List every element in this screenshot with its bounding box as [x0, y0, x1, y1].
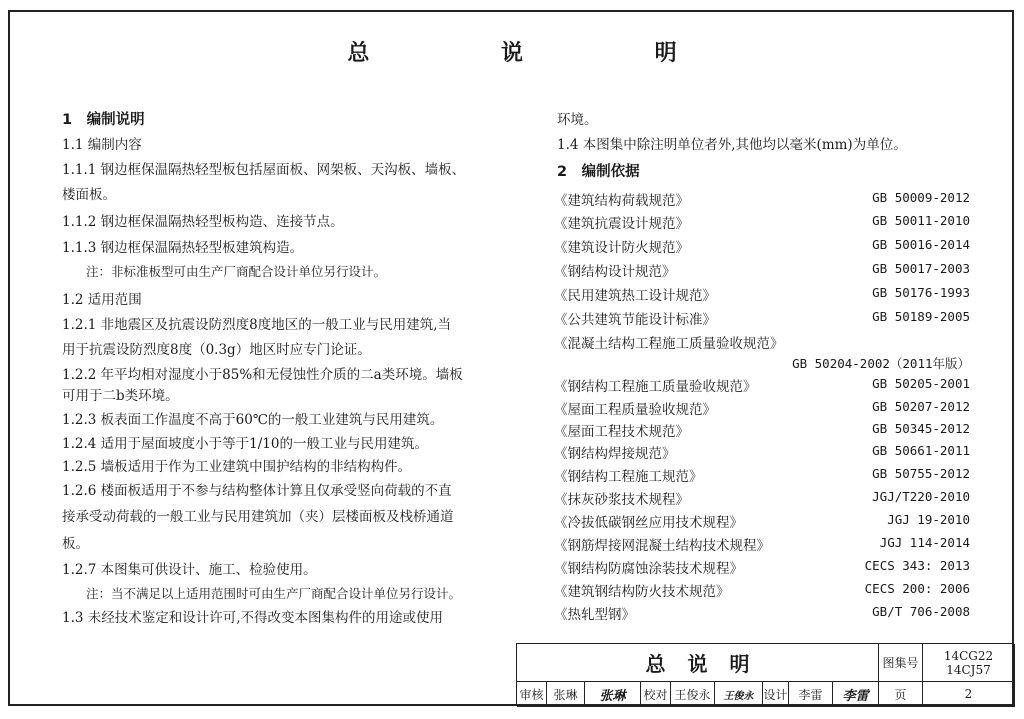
standard-code: GB 50661-2011 — [872, 443, 970, 458]
standard-code: GB 50205-2001 — [872, 376, 970, 391]
section-1-1-1-cont: 楼面板。 — [62, 187, 116, 203]
designer-name: 李雷 — [798, 687, 823, 702]
title-block — [516, 643, 1014, 706]
standard-name: 《民用建筑热工设计规范》 — [554, 288, 716, 304]
section-1-3-cont: 环境。 — [557, 112, 598, 128]
checker-signature: 王俊永 — [723, 690, 754, 702]
standard-code: GB 50176-1993 — [872, 285, 970, 300]
checker-name: 王俊永 — [674, 687, 711, 702]
section-1-1-3: 1.1.3 钢边框保温隔热轻型板建筑构造。 — [62, 240, 304, 256]
review-label-cell — [517, 682, 547, 707]
drawing-title: 总说明 — [645, 652, 772, 676]
standard-code: GB 50204-2002（2011年版） — [792, 356, 970, 371]
review-label: 审核 — [519, 687, 544, 702]
standard-name: 《钢结构设计规范》 — [554, 264, 676, 280]
drawing-title-cell — [517, 644, 879, 682]
standard-code: GB 50009-2012 — [872, 190, 970, 205]
section-1-1: 1.1 编制内容 — [62, 137, 142, 153]
standard-code: JGJ 114-2014 — [879, 535, 970, 550]
checker-cell — [671, 682, 715, 707]
section-1-2: 1.2 适用范围 — [62, 292, 142, 308]
page-title: 总 说 明 — [347, 41, 739, 66]
standard-code: JGJ 19-2010 — [887, 512, 970, 527]
section-1-4: 1.4 本图集中除注明单位者外,其他均以毫米(mm)为单位。 — [557, 137, 907, 153]
standard-code: GB 50345-2012 — [872, 421, 970, 436]
page-label-cell — [879, 682, 923, 707]
note-1: 注：非标准板型可由生产厂商配合设计单位另行设计。 — [86, 264, 387, 279]
atlas-number-1: 14CG22 — [943, 648, 994, 663]
design-label-cell — [763, 682, 789, 707]
standard-name: 《公共建筑节能设计标准》 — [554, 312, 716, 328]
atlas-number-2: 14CJ57 — [946, 662, 991, 677]
section-1-1-2: 1.1.2 钢边框保温隔热轻型板构造、连接节点。 — [62, 214, 344, 230]
standard-code: GB 50189-2005 — [872, 309, 970, 324]
standard-code: CECS 343: 2013 — [864, 558, 970, 573]
section-1-3: 1.3 未经技术鉴定和设计许可,不得改变本图集构件的用途或使用 — [62, 610, 444, 626]
section-1-2-1: 1.2.1 非地震区及抗震设防烈度8度地区的一般工业与民用建筑,当 — [62, 317, 452, 333]
atlas-label: 图集号 — [882, 656, 919, 670]
standard-code: GB 50017-2003 — [872, 261, 970, 276]
standard-name: 《混凝土结构工程施工质量验收规范》 — [554, 336, 784, 352]
standard-name: 《屋面工程技术规范》 — [554, 424, 689, 440]
designer-signature: 李雷 — [842, 688, 869, 704]
standard-name: 《冷拔低碳钢丝应用技术规程》 — [554, 515, 743, 531]
standard-name: 《建筑抗震设计规范》 — [554, 216, 689, 232]
section-1-2-2: 1.2.2 年平均相对湿度小于85%和无侵蚀性介质的二a类环境。墙板 — [62, 367, 463, 383]
standard-name: 《钢结构工程施工质量验收规范》 — [554, 379, 757, 395]
section-1-2-6-cont2: 板。 — [62, 536, 89, 552]
designer-cell — [789, 682, 833, 707]
section-2-heading: 2 编制依据 — [557, 164, 640, 180]
atlas-number-cell — [923, 644, 1015, 682]
standard-name: 《建筑设计防火规范》 — [554, 240, 689, 256]
standard-name: 《建筑钢结构防火技术规范》 — [554, 584, 730, 600]
design-label: 设计 — [763, 687, 788, 702]
standard-name: 《抹灰砂浆技术规程》 — [554, 492, 689, 508]
standard-code: GB/T 706-2008 — [872, 604, 970, 619]
page-number: 2 — [964, 687, 973, 701]
standard-code: CECS 200: 2006 — [864, 581, 970, 596]
section-1-heading: 1 编制说明 — [62, 112, 145, 128]
page-number-cell — [923, 682, 1015, 707]
designer-signature-cell — [833, 682, 879, 707]
section-1-2-5: 1.2.5 墙板适用于作为工业建筑中围护结构的非结构构件。 — [62, 459, 412, 475]
reviewer-signature-cell — [585, 682, 641, 707]
standard-name: 《钢结构工程施工规范》 — [554, 469, 703, 485]
section-1-1-1: 1.1.1 钢边框保温隔热轻型板包括屋面板、网架板、天沟板、墙板、 — [62, 162, 466, 178]
standard-name: 《热轧型钢》 — [554, 607, 635, 623]
standard-name: 《钢结构防腐蚀涂装技术规程》 — [554, 561, 743, 577]
check-label: 校对 — [643, 687, 668, 702]
section-1-2-6: 1.2.6 楼面板适用于不参与结构整体计算且仅承受竖向荷载的不直 — [62, 483, 452, 499]
section-1-2-2-cont: 可用于二b类环境。 — [62, 388, 179, 404]
reviewer-signature: 张琳 — [599, 688, 626, 704]
reviewer-cell — [547, 682, 585, 707]
check-label-cell — [641, 682, 671, 707]
page-label: 页 — [894, 687, 907, 702]
section-1-2-1-cont: 用于抗震设防烈度8度（0.3g）地区时应专门论证。 — [62, 342, 371, 358]
standard-name: 《屋面工程质量验收规范》 — [554, 402, 716, 418]
standard-code: GB 50755-2012 — [872, 466, 970, 481]
checker-signature-cell — [715, 682, 763, 707]
note-2: 注：当不满足以上适用范围时可由生产厂商配合设计单位另行设计。 — [86, 586, 462, 601]
standard-name: 《建筑结构荷载规范》 — [554, 193, 689, 209]
standard-name: 《钢筋焊接网混凝土结构技术规程》 — [554, 538, 770, 554]
section-1-2-3: 1.2.3 板表面工作温度不高于60℃的一般工业建筑与民用建筑。 — [62, 412, 444, 428]
section-1-2-6-cont: 接承受动荷载的一般工业与民用建筑加（夹）层楼面板及栈桥通道 — [62, 509, 454, 525]
section-1-2-7: 1.2.7 本图集可供设计、施工、检验使用。 — [62, 562, 317, 578]
standard-code: GB 50011-2010 — [872, 213, 970, 228]
standard-code: GB 50207-2012 — [872, 399, 970, 414]
standard-name: 《钢结构焊接规范》 — [554, 446, 676, 462]
reviewer-name: 张琳 — [553, 687, 578, 702]
atlas-label-cell — [879, 644, 923, 682]
standard-code: JGJ/T220-2010 — [872, 489, 970, 504]
standard-code: GB 50016-2014 — [872, 237, 970, 252]
section-1-2-4: 1.2.4 适用于屋面坡度小于等于1/10的一般工业与民用建筑。 — [62, 436, 428, 452]
